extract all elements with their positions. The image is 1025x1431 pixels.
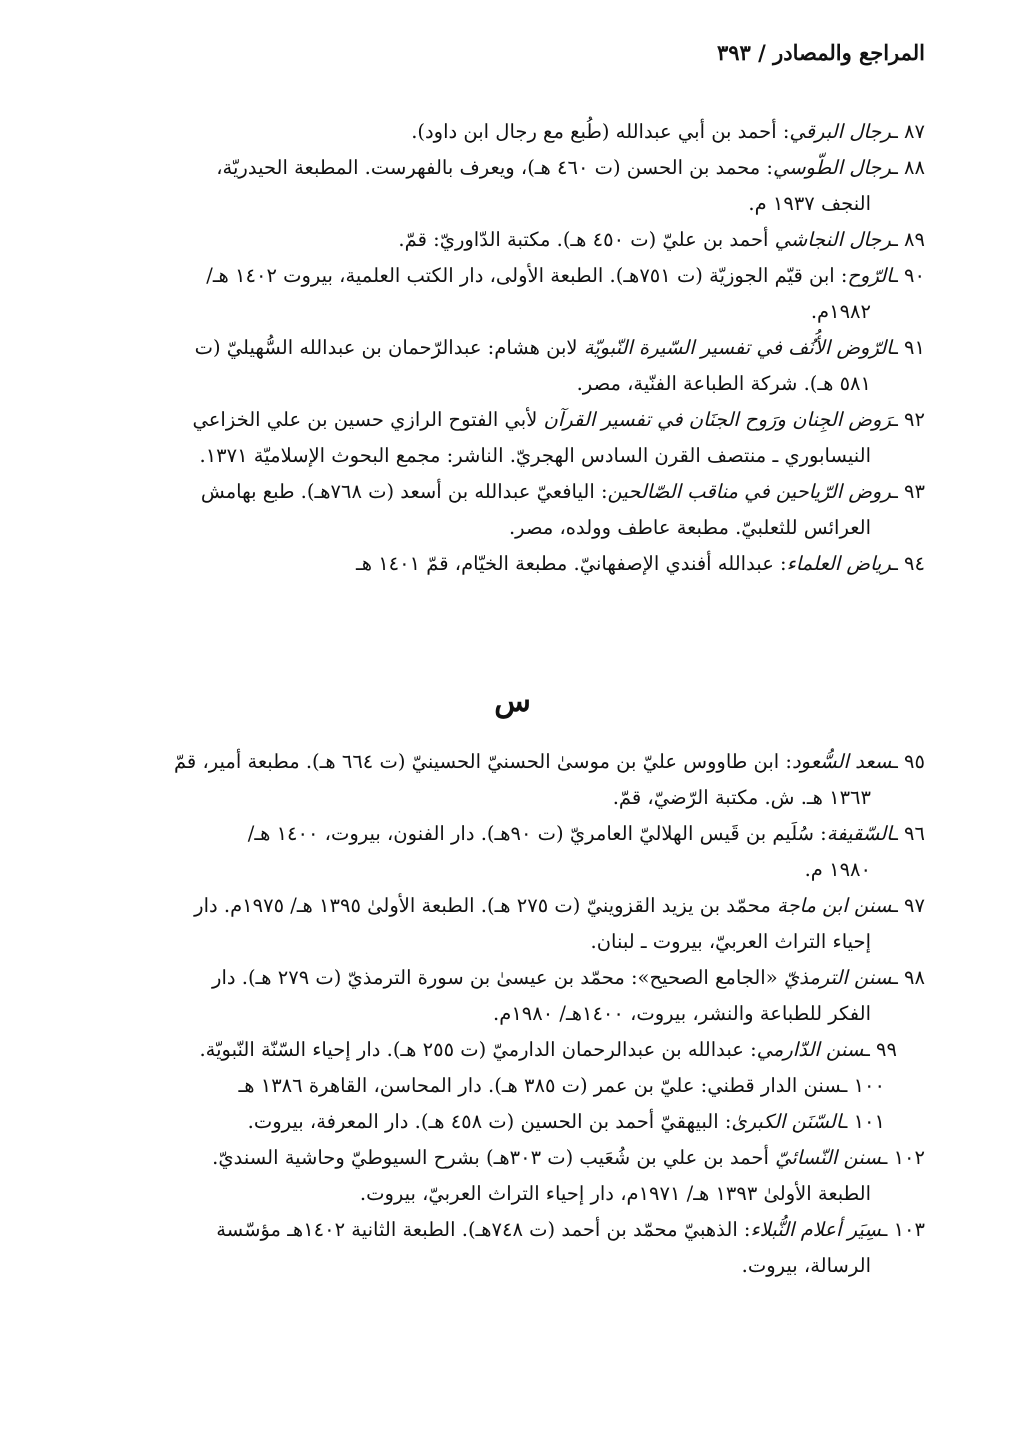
reference-first-line	[108, 402, 925, 438]
reference-title: رياض العلماء	[786, 552, 893, 575]
reference-details: : ابن قيّم الجوزيّة (ت ٧٥١هـ). الطبعة الأولى، دار الكتب العلمية، بيروت ١٤٠٢ هـ/	[206, 264, 848, 287]
reference-number: ٩٤ ـ	[892, 552, 925, 575]
reference-title: سعد السُّعود	[791, 750, 893, 773]
reference-number: ٩١ ـ	[892, 336, 925, 359]
running-head: المراجع والمصادر / ٣٩٣	[716, 40, 925, 65]
reference-continuation: العرائس للثعلبيّ. مطبعة عاطف وولده، مصر.	[508, 516, 871, 539]
reference-title: سنن الدّارمي	[756, 1038, 865, 1061]
reference-number: ٩٥ ـ	[892, 750, 925, 773]
reference-details: : ابن طاووس عليّ بن موسىٰ الحسنيّ الحسينيّ (ت ٦٦٤ هـ). مطبعة أمير، قمّ	[173, 750, 792, 773]
reference-first-line	[108, 150, 925, 186]
reference-continuation: النجف ١٩٣٧ م.	[748, 192, 871, 215]
reference-continuation: إحياء التراث العربيّ، بيروت ـ لبنان.	[590, 930, 871, 953]
reference-number: ١٠٠ ـ	[841, 1074, 885, 1097]
reference-number: ٩٠ ـ	[892, 264, 925, 287]
reference-details: سنن الدار قطني: عليّ بن عمر (ت ٣٨٥ هـ). دار المحاسن، القاهرة ١٣٨٦ هـ	[238, 1074, 842, 1097]
reference-continuation: النيسابوري ـ منتصف القرن السادس الهجريّ. الناشر: مجمع البحوث الإسلاميّة ١٣٧١.	[199, 444, 871, 467]
references-list-ra	[108, 114, 925, 582]
reference-entry	[108, 1140, 925, 1212]
reference-first-line	[108, 1212, 925, 1248]
reference-details: : سُلَيم بن قَيس الهلاليّ العامريّ (ت ٩٠هـ). دار الفنون، بيروت، ١٤٠٠ هـ/	[247, 822, 827, 845]
reference-number: ٩٢ ـ	[892, 408, 925, 431]
reference-number: ٩٨ ـ	[892, 966, 925, 989]
reference-continuation: ١٩٨٢م.	[810, 300, 871, 323]
reference-title: رجال البرقي	[789, 120, 893, 143]
reference-number: ١٠٣ ـ	[881, 1218, 925, 1241]
reference-entry	[108, 744, 925, 816]
reference-details: : عبدالله أفندي الإصفهانيّ. مطبعة الخيّام، قمّ ١٤٠١ هـ	[355, 552, 787, 575]
reference-number: ٨٧ ـ	[892, 120, 925, 143]
reference-first-line	[108, 222, 925, 258]
reference-entry	[108, 960, 925, 1032]
reference-title: السّقيفة	[826, 822, 893, 845]
reference-continuation: الرسالة، بيروت.	[741, 1254, 871, 1277]
reference-entry	[108, 222, 925, 258]
reference-entry	[108, 150, 925, 222]
reference-continuation: الفكر للطباعة والنشر، بيروت، ١٤٠٠هـ/ ١٩٨٠م.	[493, 1002, 871, 1025]
reference-entry	[108, 546, 925, 582]
reference-first-line	[108, 330, 925, 366]
reference-number: ١٠١ ـ	[841, 1110, 885, 1133]
reference-details: : أحمد بن أبي عبدالله (طُبع مع رجال ابن داود).	[411, 120, 790, 143]
reference-title: روض الرّياحين في مناقب الصّالحين	[607, 480, 893, 503]
reference-details: لأبي الفتوح الرازي حسين بن علي الخزاعي	[192, 408, 544, 431]
reference-details: : اليافعيّ عبدالله بن أسعد (ت ٧٦٨هـ). طبع بهامش	[200, 480, 608, 503]
reference-entry	[108, 330, 925, 402]
reference-details: : الذهبيّ محمّد بن أحمد (ت ٧٤٨هـ). الطبعة الثانية ١٤٠٢هـ مؤسّسة	[216, 1218, 751, 1241]
reference-first-line	[108, 1104, 885, 1140]
reference-title: سنن الترمذيّ	[783, 966, 893, 989]
reference-continuation: ١٣٦٣ هـ. ش. مكتبة الرّضيّ، قمّ.	[612, 786, 871, 809]
reference-number: ٨٨ ـ	[892, 156, 925, 179]
reference-number: ٩٧ ـ	[892, 894, 925, 917]
reference-first-line	[108, 114, 925, 150]
reference-entry	[108, 1068, 925, 1104]
reference-entry	[108, 258, 925, 330]
reference-details: أحمد بن علي بن شُعَيب (ت ٣٠٣هـ) بشرح السيوطيّ وحاشية السنديّ.	[212, 1146, 776, 1169]
reference-entry	[108, 1212, 925, 1284]
reference-first-line	[108, 1068, 885, 1104]
reference-entry	[108, 1032, 925, 1068]
reference-details: محمّد بن يزيد القزوينيّ (ت ٢٧٥ هـ). الطبعة الأولىٰ ١٣٩٥ هـ/ ١٩٧٥م. دار	[194, 894, 778, 917]
reference-continuation: الطبعة الأولىٰ ١٣٩٣ هـ/ ١٩٧١م، دار إحياء التراث العربيّ، بيروت.	[359, 1182, 871, 1205]
reference-details: : البيهقيّ أحمد بن الحسين (ت ٤٥٨ هـ). دار المعرفة، بيروت.	[247, 1110, 732, 1133]
reference-entry	[108, 888, 925, 960]
reference-entry	[108, 114, 925, 150]
reference-continuation: ١٩٨٠ م.	[804, 858, 871, 881]
reference-title: رَوض الجِنان ورَوح الجنَان في تفسير القرآن	[543, 408, 893, 431]
reference-first-line	[108, 1032, 897, 1068]
reference-entry	[108, 474, 925, 546]
reference-first-line	[108, 816, 925, 852]
reference-entry	[108, 816, 925, 888]
section-letter-heading: س	[494, 684, 531, 719]
reference-number: ٩٩ ـ	[864, 1038, 897, 1061]
reference-first-line	[108, 744, 925, 780]
reference-number: ٩٣ ـ	[892, 480, 925, 503]
reference-title: سنن النّسائيّ	[775, 1146, 882, 1169]
reference-entry	[108, 1104, 925, 1140]
reference-title: السّنَن الكبرىٰ	[731, 1110, 842, 1133]
reference-first-line	[108, 1140, 925, 1176]
reference-first-line	[108, 960, 925, 996]
reference-number: ١٠٢ ـ	[881, 1146, 925, 1169]
reference-title: الرّوض الأُنُف في تفسير السّيرة النّبويّة	[583, 336, 893, 359]
references-list-sin	[108, 744, 925, 1284]
reference-details: : محمد بن الحسن (ت ٤٦٠ هـ)، ويعرف بالفهرست. المطبعة الحيدريّة،	[216, 156, 773, 179]
reference-title: الرّوح	[847, 264, 893, 287]
reference-title: سنن ابن ماجة	[777, 894, 893, 917]
reference-title: رجال النجاشي	[774, 228, 893, 251]
reference-title: رجال الطّوسي	[772, 156, 893, 179]
reference-first-line	[108, 888, 925, 924]
reference-first-line	[108, 258, 925, 294]
reference-first-line	[108, 474, 925, 510]
reference-details: : عبدالله بن عبدالرحمان الدارميّ (ت ٢٥٥ هـ). دار إحياء السّنّة النّبويّة.	[199, 1038, 757, 1061]
reference-first-line	[108, 546, 925, 582]
reference-details: أحمد بن عليّ (ت ٤٥٠ هـ). مكتبة الدّاوريّ: قمّ.	[398, 228, 775, 251]
reference-details: «الجامع الصحيح»: محمّد بن عيسىٰ بن سورة الترمذيّ (ت ٢٧٩ هـ). دار	[212, 966, 784, 989]
reference-continuation: ٥٨١ هـ). شركة الطباعة الفنّية، مصر.	[576, 372, 871, 395]
reference-entry	[108, 402, 925, 474]
reference-number: ٩٦ ـ	[892, 822, 925, 845]
reference-title: سِيَر أعلام النُّبلاء	[750, 1218, 882, 1241]
reference-details: لابن هشام: عبدالرّحمان بن عبدالله السُّهيليّ (ت	[194, 336, 584, 359]
reference-number: ٨٩ ـ	[892, 228, 925, 251]
